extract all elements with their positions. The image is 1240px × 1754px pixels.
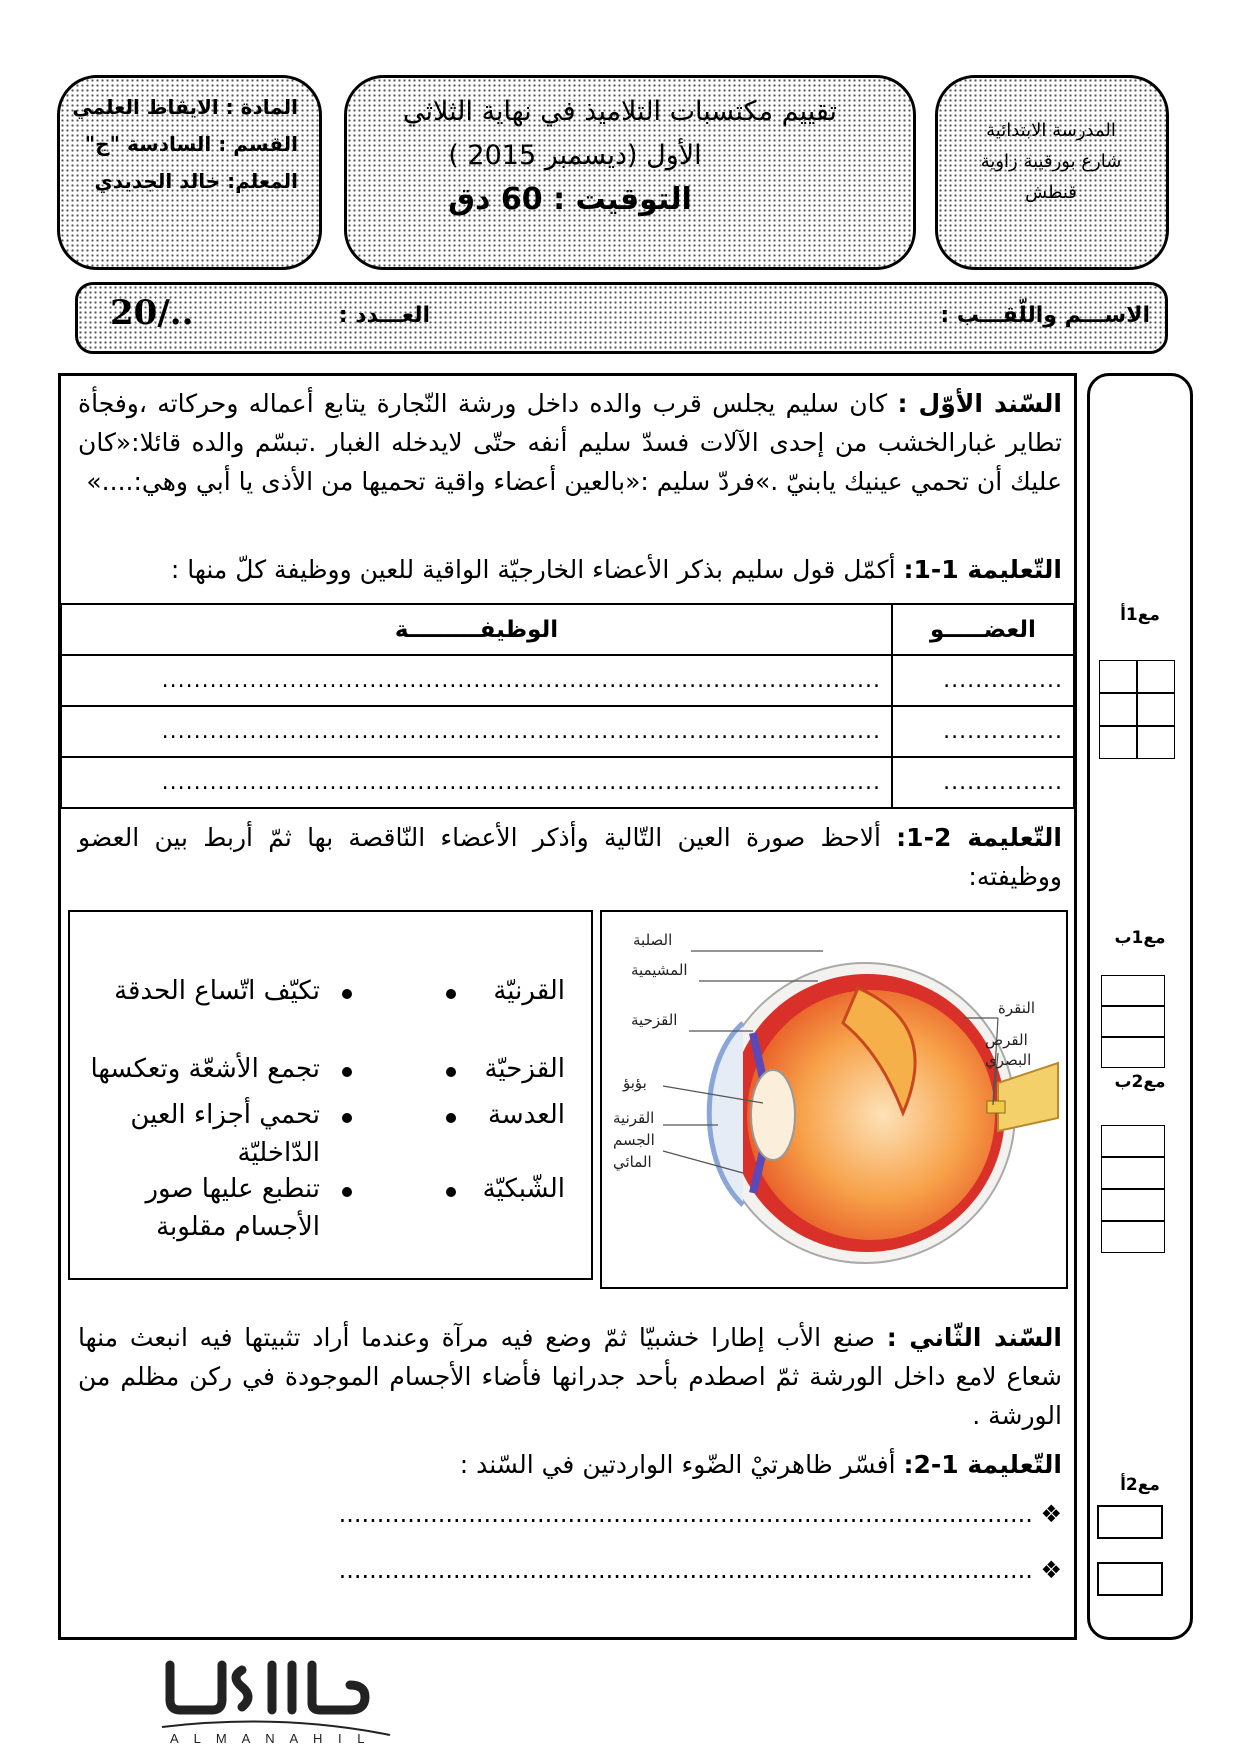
col-header-function: الوظيفـــــــــة [61,604,892,655]
instruction-1-2-label: التّعليمة 2-1: [896,823,1062,852]
support-1 [78,384,1062,501]
col-header-organ: العضـــــو [892,604,1074,655]
answer-dots: ........................................................................................... [338,1500,1033,1528]
instruction-1-1 [78,550,1062,589]
organ-blank[interactable]: ............... [892,706,1074,757]
instruction-1-1-label: التّعليمة 1-1: [903,555,1062,584]
exam-duration: التوقيت : 60 دق [448,182,692,217]
eye-label-aqueous-2: المائي [613,1153,652,1171]
student-name-label: الاســـم واللّقـــب : [940,303,1150,328]
criterion-1b-grid[interactable] [1101,975,1165,1068]
match-organ-dot[interactable] [446,1187,456,1197]
eye-label-fovea: النقرة [998,999,1035,1017]
eye-label-optic-disc-1: القرص [985,1031,1028,1049]
match-organ-lens: العدسة [487,1100,565,1130]
eye-label-aqueous-1: الجسم [613,1131,655,1149]
answer-line-2[interactable] [78,1556,1062,1584]
support-2 [78,1318,1062,1435]
eye-label-iris: القزحية [631,1011,678,1029]
match-function-dot[interactable] [342,989,352,999]
instruction-2-1 [78,1445,1062,1484]
function-blank[interactable]: .......................................................................................... [61,706,892,757]
match-organ-dot[interactable] [446,989,456,999]
criterion-2b-label: مع2ب [1114,1072,1166,1092]
exam-title-line2: الأول (ديسمبر 2015 ) [448,140,702,171]
almanahil-logo-icon [150,1655,400,1745]
school-info-box [935,75,1169,270]
eye-label-cornea: القرنية [613,1109,655,1127]
match-organ-iris: القزحيّة [484,1054,565,1084]
criterion-1a-label: مع1أ [1120,605,1160,625]
support-1-label: السّند الأوّل : [897,389,1062,418]
eye-label-pupil: بؤبؤ [623,1074,647,1092]
eye-label-optic-disc-2: البصري [985,1051,1032,1069]
criterion-1a-grid[interactable] [1099,660,1175,759]
match-organ-dot[interactable] [446,1067,456,1077]
teacher-line: المعلم: خالد الجديدي [94,169,298,193]
exam-title-line1: تقييم مكتسبات التلاميذ في نهاية الثلاثي [402,96,838,127]
eye-label-choroid: المشيمية [631,961,688,979]
match-function-dot[interactable] [342,1113,352,1123]
match-function-dot[interactable] [342,1067,352,1077]
criterion-2a-box-1[interactable] [1097,1505,1163,1539]
match-function-4: تنطبع عليها صور الأجسام مقلوبة [145,1174,320,1242]
criterion-2a-label: مع2أ [1120,1475,1160,1495]
match-organ-dot[interactable] [446,1113,456,1123]
lens-shape [751,1070,795,1160]
support-2-text: صنع الأب إطارا خشبيّا ثمّ وضع فيه مرآة وعندما أراد تثبيتها فيه انبعث منها شعاع لامع داخل الورشة ثمّ اصطدم بأحد جدرانها فأضاء الأجسام الموجودة في ركن مظلم من الورشة . [78,1323,1062,1430]
function-blank[interactable]: .......................................................................................... [61,655,892,706]
school-line1: المدرسة الابتدائية [986,120,1116,141]
match-function-3: تحمي أجزاء العين الدّاخليّة [130,1100,320,1168]
eye-diagram [603,913,1065,1286]
support-1-text: كان سليم يجلس قرب والده داخل ورشة النّجارة يتابع أعماله وحركاته ،وفجأة تطاير غبارالخشب من إحدى الآلات فسدّ سليم أنفه حتّى لايدخله الغبار .تبسّم والده قائلا:«كان عليك أن تحمي عينيك يابنيّ .»فردّ سليم :«بالعين أعضاء واقية تحميها من الأذى يا أبي وهي:....» [78,389,1062,496]
criterion-2b-grid[interactable] [1101,1125,1165,1253]
bullet-icon: ❖ [1040,1500,1062,1528]
match-function-1: تكيّف اتّساع الحدقة [114,976,320,1006]
logo-latin-text: A L M A N A H I L [170,1731,371,1745]
instruction-2-1-text: أفسّر ظاهرتيْ الضّوء الواردتين في السّند : [459,1450,896,1479]
answer-dots: ........................................................................................... [338,1556,1033,1584]
organ-blank[interactable]: ............... [892,757,1074,808]
instruction-1-1-text: أكمّل قول سليم بذكر الأعضاء الخارجيّة الواقية للعين ووظيفة كلّ منها : [170,555,896,584]
cornea-shape [709,1023,743,1205]
criterion-1b-label: مع1ب [1114,928,1166,948]
match-organ-cornea: القرنيّة [493,976,565,1006]
table-row [61,757,1074,808]
eye-label-sclera: الصلبة [633,931,673,949]
score-total: 20/.. [110,293,194,333]
student-number-label: العـــدد : [338,303,430,328]
subject-line: المادة : الايقاظ العلمي [72,95,298,119]
match-organ-retina: الشّبكيّة [482,1174,565,1204]
match-function-2: تجمع الأشعّة وتعكسها [90,1054,320,1084]
table-row [61,655,1074,706]
class-line: القسم : السادسة "ج" [84,132,298,156]
table-row [61,706,1074,757]
instruction-2-1-label: التّعليمة 1-2: [903,1450,1062,1479]
school-line3: قنطش [1025,182,1077,203]
instruction-1-2 [78,818,1062,896]
answer-line-1[interactable] [78,1500,1062,1528]
organ-function-table [60,603,1075,809]
criterion-2a-box-2[interactable] [1097,1562,1163,1596]
school-line2: شارع بورقيبة زاوية [980,151,1122,172]
instruction-1-2-text: ألاحظ صورة العين التّالية وأذكر الأعضاء النّاقصة بها ثمّ أربط بين العضو ووظيفته: [78,823,1062,891]
organ-blank[interactable]: ............... [892,655,1074,706]
function-blank[interactable]: .......................................................................................... [61,757,892,808]
support-2-label: السّند الثّاني : [886,1323,1062,1352]
bullet-icon: ❖ [1040,1556,1062,1584]
match-function-dot[interactable] [342,1187,352,1197]
